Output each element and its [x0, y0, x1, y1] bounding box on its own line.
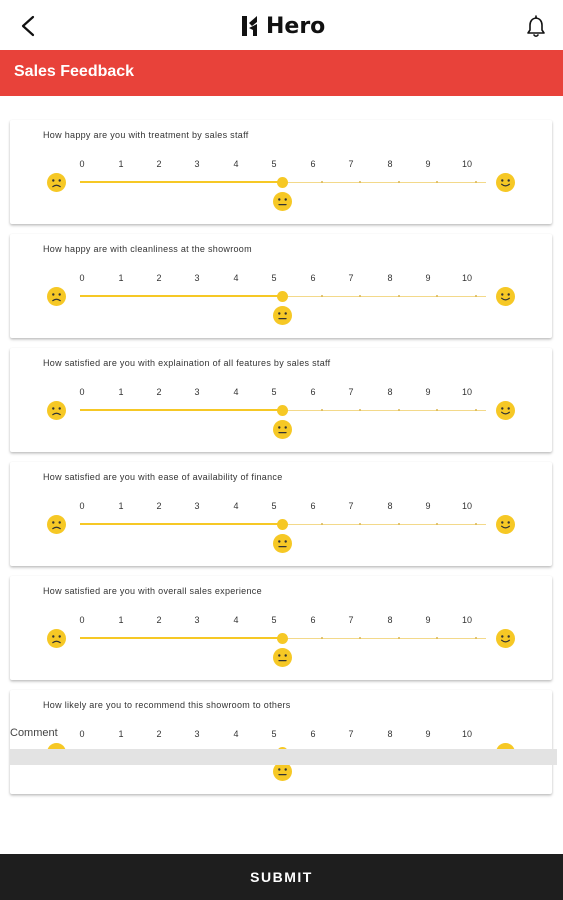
slider-thumb[interactable] [277, 177, 288, 188]
scale-number: 7 [348, 501, 354, 511]
slider-tick [398, 637, 400, 639]
question-card [10, 234, 552, 338]
neutral-face-icon [273, 648, 292, 667]
slider-tick [475, 295, 477, 297]
happy-face-icon [496, 515, 515, 534]
logo-text: Hero [266, 13, 326, 39]
scale-number: 3 [194, 387, 200, 397]
scale-number: 1 [118, 387, 124, 397]
question-label: How satisfied are you with ease of availability of finance [43, 472, 283, 482]
back-button[interactable] [14, 13, 42, 39]
scale-number: 2 [156, 729, 162, 739]
slider-thumb[interactable] [277, 291, 288, 302]
scale-number: 9 [425, 501, 431, 511]
sad-face-icon [47, 515, 66, 534]
app-header [0, 0, 563, 50]
scale-number: 0 [79, 273, 85, 283]
scale-number: 6 [310, 273, 316, 283]
scale-number: 4 [233, 159, 239, 169]
scale-number: 8 [387, 159, 393, 169]
scale-number: 9 [425, 159, 431, 169]
slider-fill [80, 181, 282, 183]
slider-tick [475, 523, 477, 525]
scale-number: 10 [461, 159, 472, 169]
slider-thumb[interactable] [277, 633, 288, 644]
scale-number: 6 [310, 729, 316, 739]
slider-tick [321, 181, 323, 183]
scale-number: 6 [310, 159, 316, 169]
sad-face-icon [47, 629, 66, 648]
question-card [10, 348, 552, 452]
question-card [10, 462, 552, 566]
scale-number: 3 [194, 615, 200, 625]
neutral-face-icon [273, 192, 292, 211]
rating-slider[interactable] [80, 176, 486, 190]
slider-thumb[interactable] [277, 405, 288, 416]
scale-number: 7 [348, 387, 354, 397]
slider-fill [80, 637, 282, 639]
slider-tick [359, 181, 361, 183]
happy-face-icon [496, 173, 515, 192]
happy-face-icon [496, 287, 515, 306]
slider-fill [80, 295, 282, 297]
scale-number: 5 [271, 387, 277, 397]
slider-tick [475, 181, 477, 183]
scale-number: 8 [387, 501, 393, 511]
slider-tick [359, 637, 361, 639]
slider-thumb[interactable] [277, 519, 288, 530]
sad-face-icon [47, 173, 66, 192]
comment-field[interactable] [10, 749, 557, 765]
slider-tick [359, 523, 361, 525]
scale-number: 9 [425, 615, 431, 625]
slider-fill [80, 409, 282, 411]
scale-number: 4 [233, 387, 239, 397]
slider-tick [398, 295, 400, 297]
scale-number: 4 [233, 501, 239, 511]
scale-number: 6 [310, 387, 316, 397]
slider-tick [436, 295, 438, 297]
slider-tick [436, 409, 438, 411]
scale-number: 0 [79, 159, 85, 169]
scale-number: 5 [271, 615, 277, 625]
neutral-face-icon [273, 420, 292, 439]
question-label: How satisfied are you with explaination of all features by sales staff [43, 358, 331, 368]
chevron-left-icon [20, 15, 36, 37]
question-card [10, 576, 552, 680]
hero-logo [240, 13, 325, 39]
scale-number: 4 [233, 615, 239, 625]
slider-tick [359, 295, 361, 297]
scale-number: 10 [461, 273, 472, 283]
scale-number: 2 [156, 615, 162, 625]
slider-tick [359, 409, 361, 411]
scale-number: 5 [271, 501, 277, 511]
rating-slider[interactable] [80, 290, 486, 304]
scale-number: 2 [156, 159, 162, 169]
scale-number: 0 [79, 729, 85, 739]
scale-number: 4 [233, 729, 239, 739]
slider-tick [398, 181, 400, 183]
scale-number: 5 [271, 729, 277, 739]
happy-face-icon [496, 629, 515, 648]
scale-number: 0 [79, 615, 85, 625]
scale-number: 9 [425, 729, 431, 739]
happy-face-icon [496, 401, 515, 420]
scale-number: 9 [425, 387, 431, 397]
scale-number: 1 [118, 729, 124, 739]
slider-tick [398, 409, 400, 411]
slider-tick [321, 523, 323, 525]
scale-number: 10 [461, 729, 472, 739]
rating-slider[interactable] [80, 518, 486, 532]
scale-number: 3 [194, 159, 200, 169]
scale-number: 0 [79, 387, 85, 397]
scale-number: 3 [194, 273, 200, 283]
scale-number: 10 [461, 387, 472, 397]
notifications-button[interactable] [523, 13, 549, 41]
question-label: How happy are you with treatment by sales staff [43, 130, 249, 140]
scale-number: 1 [118, 501, 124, 511]
bell-icon [526, 15, 546, 39]
scale-number: 1 [118, 159, 124, 169]
title-bar [0, 50, 563, 96]
scale-number: 2 [156, 501, 162, 511]
scale-number: 3 [194, 729, 200, 739]
slider-tick [475, 409, 477, 411]
slider-tick [321, 295, 323, 297]
rating-slider[interactable] [80, 404, 486, 418]
scale-number: 1 [118, 273, 124, 283]
submit-button[interactable]: SUBMIT [0, 854, 563, 900]
question-label: How likely are you to recommend this showroom to others [43, 700, 291, 710]
slider-tick [321, 409, 323, 411]
scale-number: 3 [194, 501, 200, 511]
feedback-form [0, 96, 563, 854]
question-label: How satisfied are you with overall sales experience [43, 586, 262, 596]
slider-tick [475, 637, 477, 639]
scale-number: 0 [79, 501, 85, 511]
question-card [10, 120, 552, 224]
scale-number: 10 [461, 615, 472, 625]
neutral-face-icon [273, 306, 292, 325]
scale-number: 7 [348, 159, 354, 169]
scale-number: 7 [348, 273, 354, 283]
slider-fill [80, 523, 282, 525]
scale-number: 5 [271, 273, 277, 283]
slider-tick [398, 523, 400, 525]
scale-number: 9 [425, 273, 431, 283]
question-card [10, 690, 552, 794]
scale-number: 2 [156, 273, 162, 283]
slider-tick [436, 181, 438, 183]
slider-tick [436, 523, 438, 525]
scale-number: 7 [348, 729, 354, 739]
scale-number: 8 [387, 729, 393, 739]
question-label: How happy are with cleanliness at the showroom [43, 244, 252, 254]
scale-number: 8 [387, 273, 393, 283]
scale-number: 4 [233, 273, 239, 283]
scale-number: 5 [271, 159, 277, 169]
scale-number: 7 [348, 615, 354, 625]
rating-slider[interactable] [80, 632, 486, 646]
sad-face-icon [47, 287, 66, 306]
hero-logo-mark-icon [240, 14, 260, 38]
comment-label: Comment [10, 727, 58, 739]
scale-number: 1 [118, 615, 124, 625]
page-title: Sales Feedback [14, 63, 135, 80]
scale-number: 2 [156, 387, 162, 397]
scale-number: 8 [387, 387, 393, 397]
slider-tick [436, 637, 438, 639]
scale-number: 6 [310, 501, 316, 511]
sad-face-icon [47, 401, 66, 420]
scale-number: 8 [387, 615, 393, 625]
neutral-face-icon [273, 534, 292, 553]
slider-tick [321, 637, 323, 639]
scale-number: 6 [310, 615, 316, 625]
scale-number: 10 [461, 501, 472, 511]
